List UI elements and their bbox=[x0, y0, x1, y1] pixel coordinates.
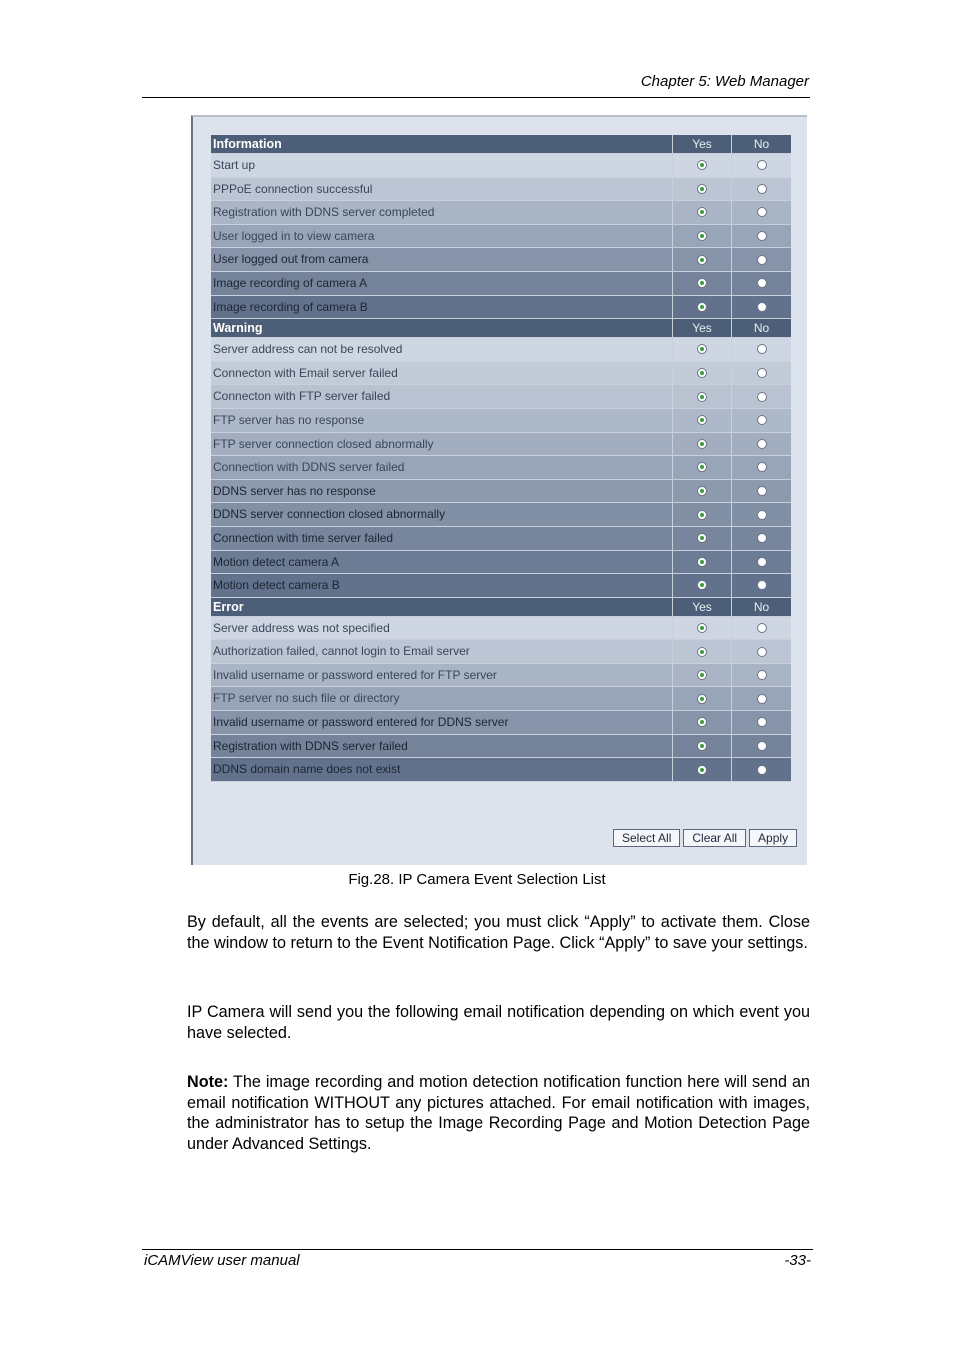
event-table bbox=[211, 135, 791, 782]
event-label: Server address can not be resolved bbox=[211, 338, 673, 361]
apply-button[interactable]: Apply bbox=[749, 829, 797, 847]
yes-radio[interactable] bbox=[697, 278, 707, 288]
yes-radio[interactable] bbox=[697, 533, 707, 543]
no-column-header: No bbox=[753, 599, 770, 614]
event-row bbox=[211, 248, 791, 272]
clear-all-button[interactable]: Clear All bbox=[683, 829, 746, 847]
yes-radio[interactable] bbox=[697, 486, 707, 496]
section-title: Information bbox=[211, 135, 673, 153]
paragraph-email-notification: IP Camera will send you the following email notification depending on which event you have selected. bbox=[187, 1003, 810, 1042]
event-label: Invalid username or password entered for FTP server bbox=[211, 664, 673, 687]
header-rule bbox=[142, 97, 810, 98]
paragraph-note bbox=[187, 1072, 810, 1154]
event-label: Image recording of camera A bbox=[211, 272, 673, 295]
event-row bbox=[211, 503, 791, 527]
yes-column-header: Yes bbox=[673, 319, 732, 337]
yes-radio[interactable] bbox=[697, 557, 707, 567]
yes-radio[interactable] bbox=[697, 623, 707, 633]
event-row bbox=[211, 433, 791, 457]
event-label: FTP server no such file or directory bbox=[211, 687, 673, 710]
event-row bbox=[211, 711, 791, 735]
event-label: Motion detect camera B bbox=[211, 574, 673, 597]
no-radio[interactable] bbox=[757, 278, 767, 288]
yes-radio[interactable] bbox=[697, 415, 707, 425]
yes-radio[interactable] bbox=[697, 255, 707, 265]
event-row bbox=[211, 664, 791, 688]
footer-manual-title: iCAMView user manual bbox=[144, 1252, 300, 1269]
no-column-header: No bbox=[753, 137, 770, 151]
event-label: User logged out from camera bbox=[211, 248, 673, 271]
yes-radio[interactable] bbox=[697, 462, 707, 472]
no-radio[interactable] bbox=[757, 439, 767, 449]
event-row bbox=[211, 480, 791, 504]
event-label: Connecton with FTP server failed bbox=[211, 385, 673, 408]
no-radio[interactable] bbox=[757, 255, 767, 265]
yes-radio[interactable] bbox=[697, 647, 707, 657]
event-label: FTP server connection closed abnormally bbox=[211, 433, 673, 456]
no-radio[interactable] bbox=[757, 415, 767, 425]
event-label: DDNS server has no response bbox=[211, 480, 673, 503]
event-row bbox=[211, 617, 791, 641]
no-radio[interactable] bbox=[757, 717, 767, 727]
event-row bbox=[211, 338, 791, 362]
section-header-error bbox=[211, 598, 791, 617]
event-row bbox=[211, 574, 791, 598]
no-radio[interactable] bbox=[757, 302, 767, 312]
event-row bbox=[211, 201, 791, 225]
chapter-header: Chapter 5: Web Manager bbox=[640, 73, 809, 90]
no-radio[interactable] bbox=[757, 486, 767, 496]
event-row bbox=[211, 385, 791, 409]
no-radio[interactable] bbox=[757, 647, 767, 657]
no-radio[interactable] bbox=[757, 533, 767, 543]
yes-radio[interactable] bbox=[697, 392, 707, 402]
event-label: DDNS server connection closed abnormally bbox=[211, 503, 673, 526]
section-header-warning bbox=[211, 319, 791, 338]
yes-radio[interactable] bbox=[697, 302, 707, 312]
yes-radio[interactable] bbox=[697, 439, 707, 449]
event-label: FTP server has no response bbox=[211, 409, 673, 432]
note-label: Note: bbox=[187, 1073, 229, 1091]
no-radio[interactable] bbox=[757, 765, 767, 775]
yes-radio[interactable] bbox=[697, 717, 707, 727]
event-label: Registration with DDNS server failed bbox=[211, 735, 673, 758]
yes-column-header: Yes bbox=[673, 135, 732, 153]
note-text: The image recording and motion detection notification function here will send an email notification WITHOUT any pictures attached. For email notification with images, the administrator has to setup the Image Recording Page and Motion Detection Page under Advanced Settings. bbox=[187, 1073, 810, 1153]
yes-radio[interactable] bbox=[697, 184, 707, 194]
no-radio[interactable] bbox=[757, 368, 767, 378]
event-row bbox=[211, 735, 791, 759]
event-label: Server address was not specified bbox=[211, 617, 673, 640]
no-radio[interactable] bbox=[757, 184, 767, 194]
no-radio[interactable] bbox=[757, 462, 767, 472]
footer-page-number: -33- bbox=[784, 1252, 811, 1269]
button-row bbox=[613, 829, 797, 847]
no-radio[interactable] bbox=[757, 557, 767, 567]
yes-radio[interactable] bbox=[697, 765, 707, 775]
figure-caption-text: Fig.28. IP Camera Event Selection List bbox=[348, 871, 606, 888]
no-radio[interactable] bbox=[757, 623, 767, 633]
event-label: Connection with DDNS server failed bbox=[211, 456, 673, 479]
no-radio[interactable] bbox=[757, 694, 767, 704]
event-label: Image recording of camera B bbox=[211, 296, 673, 319]
select-all-button[interactable]: Select All bbox=[613, 829, 680, 847]
figure-caption bbox=[0, 871, 954, 888]
yes-radio[interactable] bbox=[697, 231, 707, 241]
yes-radio[interactable] bbox=[697, 510, 707, 520]
no-radio[interactable] bbox=[757, 344, 767, 354]
no-radio[interactable] bbox=[757, 510, 767, 520]
event-row bbox=[211, 178, 791, 202]
event-label: Motion detect camera A bbox=[211, 551, 673, 574]
event-label: Start up bbox=[211, 154, 673, 177]
section-header-information bbox=[211, 135, 791, 154]
no-radio[interactable] bbox=[757, 580, 767, 590]
event-label: DDNS domain name does not exist bbox=[211, 758, 673, 781]
yes-radio[interactable] bbox=[697, 580, 707, 590]
event-row bbox=[211, 154, 791, 178]
yes-radio[interactable] bbox=[697, 694, 707, 704]
no-radio[interactable] bbox=[757, 670, 767, 680]
event-label: Connecton with Email server failed bbox=[211, 362, 673, 385]
event-row bbox=[211, 456, 791, 480]
yes-radio[interactable] bbox=[697, 160, 707, 170]
event-row bbox=[211, 527, 791, 551]
yes-radio[interactable] bbox=[697, 207, 707, 217]
event-row bbox=[211, 225, 791, 249]
no-radio[interactable] bbox=[757, 392, 767, 402]
event-row bbox=[211, 272, 791, 296]
no-radio[interactable] bbox=[757, 160, 767, 170]
event-label: Registration with DDNS server completed bbox=[211, 201, 673, 224]
yes-radio[interactable] bbox=[697, 344, 707, 354]
no-radio[interactable] bbox=[757, 207, 767, 217]
event-row bbox=[211, 409, 791, 433]
event-row bbox=[211, 551, 791, 575]
no-radio[interactable] bbox=[757, 741, 767, 751]
event-label: Authorization failed, cannot login to Email server bbox=[211, 640, 673, 663]
no-radio[interactable] bbox=[757, 231, 767, 241]
yes-radio[interactable] bbox=[697, 368, 707, 378]
event-row bbox=[211, 758, 791, 782]
event-selection-panel bbox=[191, 115, 807, 865]
yes-column-header: Yes bbox=[673, 598, 732, 616]
section-title: Error bbox=[211, 598, 673, 616]
no-column-header: No bbox=[753, 321, 770, 336]
event-label: User logged in to view camera bbox=[211, 225, 673, 248]
event-label: Connection with time server failed bbox=[211, 527, 673, 550]
event-row bbox=[211, 362, 791, 386]
paragraph-default-selection: By default, all the events are selected; you must click “Apply” to activate them. Close the window to return to the Event Notification Page. Click “Apply” to save your settings. bbox=[187, 913, 810, 952]
event-label: PPPoE connection successful bbox=[211, 178, 673, 201]
yes-radio[interactable] bbox=[697, 741, 707, 751]
event-row bbox=[211, 687, 791, 711]
yes-radio[interactable] bbox=[697, 670, 707, 680]
section-title: Warning bbox=[211, 319, 673, 337]
event-label: Invalid username or password entered for DDNS server bbox=[211, 711, 673, 734]
footer-rule bbox=[142, 1249, 813, 1250]
event-row bbox=[211, 640, 791, 664]
event-row bbox=[211, 296, 791, 320]
